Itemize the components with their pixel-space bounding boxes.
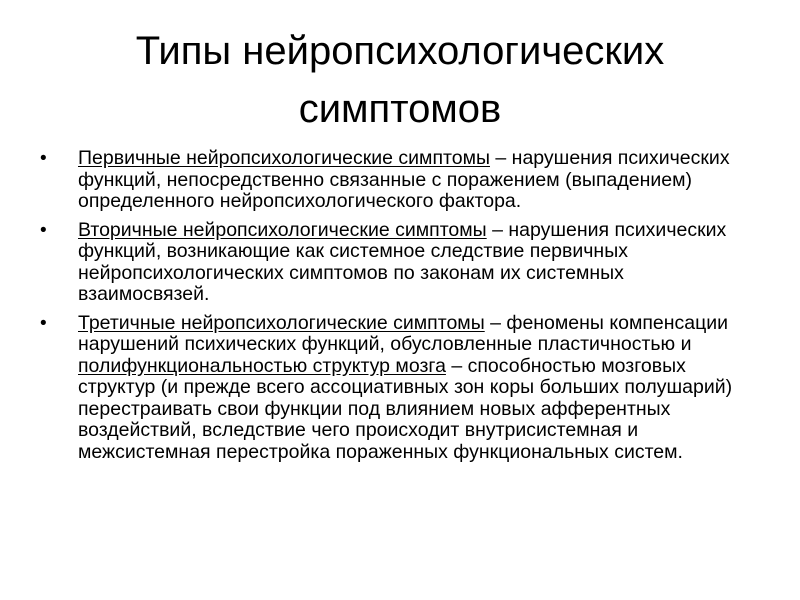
slide-title: [40, 22, 760, 138]
definition-secondary-symptoms: – нарушения психических функций, возникающие как системное следствие первичных нейропсихологических симптомов по законам их системных взаимосвязей.: [78, 218, 727, 305]
bullet-item-tertiary: [38, 313, 758, 464]
definition-tertiary-symptoms-part-2: – способностью мозговых структур (и прежде всего ассоциативных зон коры больших полушарий) перестраивать свои функции под влиянием новых афферентных воздействий, вследствие чего происходит внутрисистемная и межсистемная перестройка пораженных функциональных систем.: [78, 354, 733, 463]
bullet-item-primary: [38, 148, 758, 213]
slide-title-line-1: Типы нейропсихологических: [135, 29, 665, 73]
term-polyfunctionality: полифункциональностью структур мозга: [78, 354, 446, 377]
term-primary-symptoms: Первичные нейропсихологические симптомы: [78, 147, 490, 169]
bullet-icon: •: [40, 219, 47, 241]
bullet-icon: •: [40, 148, 47, 169]
term-secondary-symptoms: Вторичные нейропсихологические симптомы: [78, 218, 487, 241]
bullet-list: [38, 148, 758, 470]
definition-tertiary-symptoms-part-1: – феномены компенсации нарушений психических функций, обусловленные пластичностью и: [78, 311, 729, 355]
term-tertiary-symptoms: Третичные нейропсихологические симптомы: [78, 311, 485, 334]
definition-primary-symptoms: – нарушения психических функций, непосредственно связанные с поражением (выпадением) определенного нейропсихологического фактора.: [78, 147, 730, 212]
bullet-item-secondary: [38, 220, 758, 306]
slide-title-line-2: симптомов: [298, 87, 502, 131]
bullet-icon: •: [40, 312, 47, 334]
